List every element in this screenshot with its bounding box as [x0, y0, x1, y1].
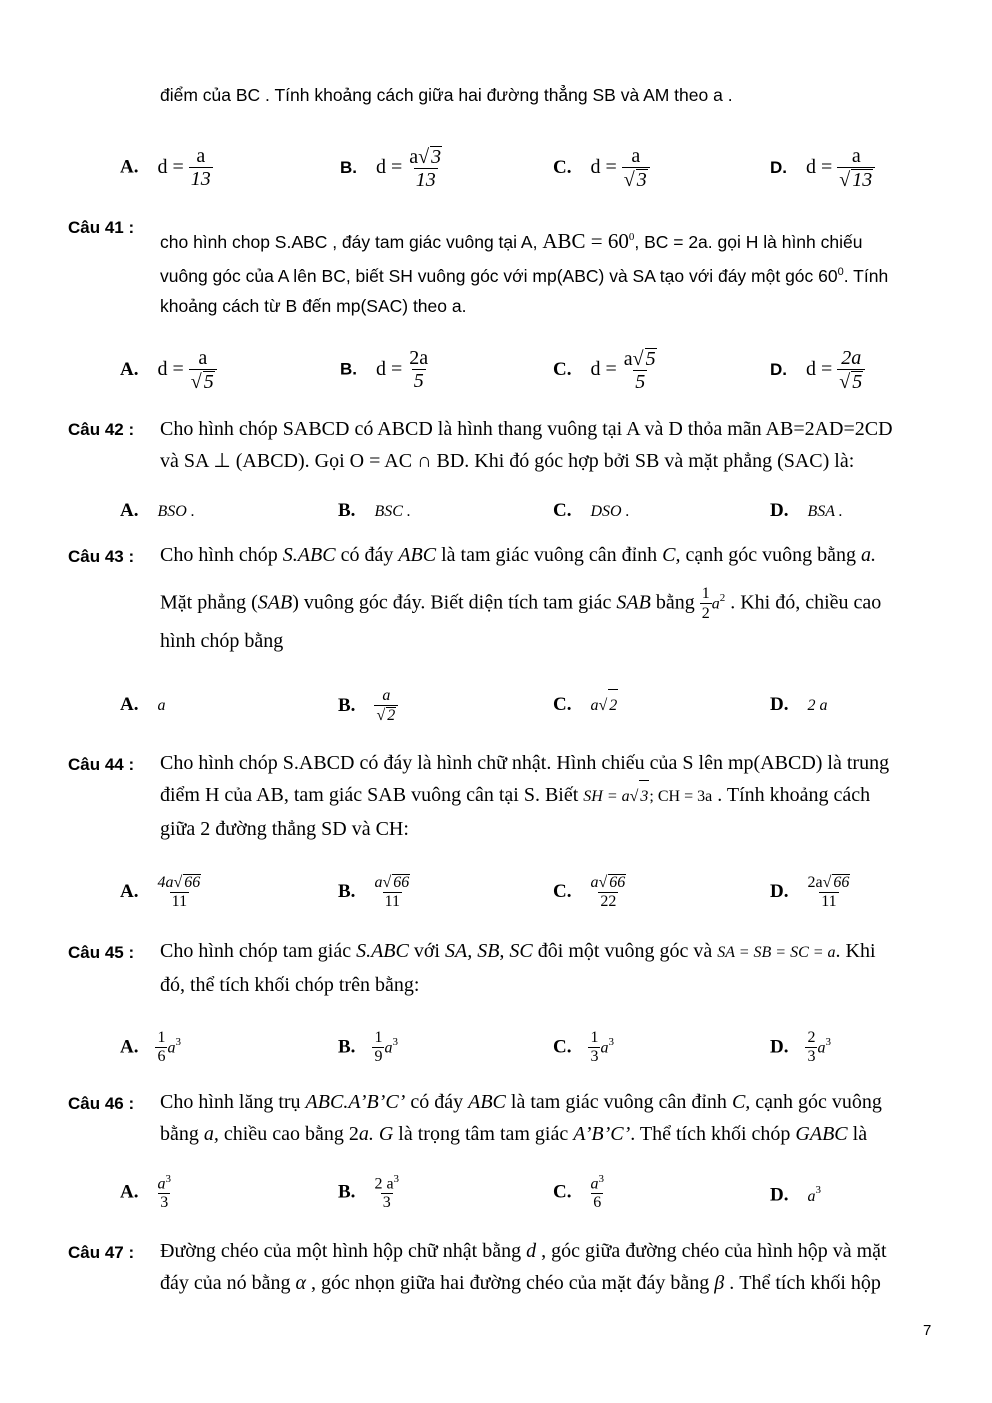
- angle-expr: ABC = $60^0$: [542, 229, 635, 253]
- question-43-text: Cho hình chóp S.ABC có đáy ABC là tam giác vuông cân đỉnh C, cạnh góc vuông bằng a. Mặt phẳng (SAB) vuông góc đáy. Biết diện tích tam giác SAB bằng $\frac{1}{2}$ $a^2$ . Khi đó, chiều cao hình chóp bằng: [160, 544, 882, 652]
- q44-option-b[interactable]: B. $\frac{a√ 66}{11}$: [338, 874, 412, 911]
- q41-option-b[interactable]: B. d = $\frac{2a}{5}$: [340, 347, 429, 392]
- q43-option-c[interactable]: C. a√ 2: [553, 688, 618, 722]
- q45-options: [120, 1014, 980, 1070]
- fraction: $\frac{a}{√ 2}$: [374, 688, 398, 725]
- q44-options: [120, 862, 980, 918]
- fraction: $\frac{a}{√ 3}$: [622, 146, 650, 191]
- q42-options: [120, 494, 980, 526]
- q46-option-d[interactable]: D. $a^3$: [770, 1184, 821, 1206]
- fraction: $\frac{2a}{5}$: [409, 347, 429, 392]
- q41-option-c[interactable]: C. d = $\frac{a√ 5}{5}$: [553, 348, 659, 393]
- fraction: $\frac{a}{√ 5}$: [189, 348, 217, 393]
- question-41-label: Câu 41 :: [68, 218, 135, 237]
- fraction: $\frac{a}{13}$: [190, 145, 211, 190]
- question-42-label: Câu 42 :: [68, 420, 135, 439]
- question-44-label: Câu 44 :: [68, 755, 135, 774]
- q40-option-c[interactable]: C. d = $\frac{a}{√ 3}$: [553, 146, 650, 191]
- q43-option-b[interactable]: B. $\frac{a}{√ 2}$: [338, 688, 398, 725]
- q45-option-c[interactable]: C. $\frac{1}{3}$ $a^3$: [553, 1029, 614, 1066]
- q43-option-a[interactable]: A. a: [120, 694, 166, 715]
- question-44-text: Cho hình chóp S.ABCD có đáy là hình chữ nhật. Hình chiếu của S lên mp(ABCD) là trung điểm H của AB, tam giác SAB vuông cân tại S. Biết SH = a√ 3; CH = 3a . Tính khoảng cách giữa 2 đường thẳng SD và CH:: [160, 752, 890, 840]
- fraction: $\frac{1}{3}$: [590, 1029, 599, 1066]
- q46-option-b[interactable]: B. $\frac{2 a^3}{3}$: [338, 1173, 400, 1212]
- q45-option-a[interactable]: A. $\frac{1}{6}$ $a^3$: [120, 1029, 181, 1066]
- question-41-text: cho hình chop S.ABC , đáy tam giác vuông tại A, ABC = $60^0$, BC = 2a. gọi H là hình chiếu vuông góc của A lên BC, biết SH vuông góc với mp(ABC) và SA tạo với đáy một góc $60^0$. Tính khoảng cách từ B đến mp(SAC) theo a.: [160, 229, 889, 316]
- question-45-text: Cho hình chóp tam giác S.ABC với SA, SB, SC đôi một vuông góc và SA = SB = SC = a. Khi đó, thể tích khối chóp trên bằng:: [160, 940, 876, 996]
- question-42-text: Cho hình chóp SABCD có ABCD là hình thang vuông tại A và D thỏa mãn AB=2AD=2CD và SA ⊥ (ABCD). Gọi O = AC ∩ BD. Khi đó góc hợp bởi SB và mặt phẳng (SAC) là:: [160, 418, 893, 472]
- q42-option-c[interactable]: C. DSO .: [553, 500, 630, 521]
- fraction: $\frac{a}{√ 13}$: [837, 146, 875, 191]
- q40-option-d[interactable]: D. d = $\frac{a}{√ 13}$: [770, 146, 875, 191]
- q42-option-a[interactable]: A. BSO .: [120, 500, 195, 521]
- fraction: $\frac{a√ 66}{22}$: [590, 874, 626, 910]
- fraction: $\frac{a^3}{3}$: [157, 1173, 171, 1212]
- question-46-text: Cho hình lăng trụ ABC.A’B’C’ có đáy ABC là tam giác vuông cân đỉnh C, cạnh góc vuông bằng a, chiều cao bằng 2a. G là trọng tâm tam giác A’B’C’. Thể tích khối chóp GABC là: [160, 1091, 882, 1145]
- page-number: 7: [923, 1322, 932, 1339]
- fraction: $\frac{a√ 3}{13}$: [409, 146, 442, 191]
- q41-option-a[interactable]: A. d = $\frac{a}{√ 5}$: [120, 348, 217, 393]
- question-46-label: Câu 46 :: [68, 1094, 135, 1113]
- question-47-label: Câu 47 :: [68, 1243, 135, 1262]
- fraction: $\frac{2a√ 66}{11}$: [807, 874, 850, 910]
- q41-option-d[interactable]: D. d = $\frac{2a}{√ 5}$: [770, 348, 865, 393]
- q42-option-b[interactable]: B. BSC .: [338, 500, 411, 521]
- q43-options: [120, 678, 980, 730]
- question-43-label: Câu 43 :: [68, 547, 135, 566]
- fraction: $\frac{1}{2}$: [701, 585, 710, 623]
- question-47-text: Đường chéo của một hình hộp chữ nhật bằng d , góc giữa đường chéo của hình hộp và mặt đáy của nó bằng α , góc nhọn giữa hai đường chéo của mặt đáy bằng β . Thể tích khối hộp: [160, 1240, 887, 1294]
- q42-option-d[interactable]: D. BSA .: [770, 500, 843, 521]
- q46-option-a[interactable]: A. $\frac{a^3}{3}$: [120, 1173, 171, 1212]
- fraction: $\frac{2 a^3}{3}$: [374, 1173, 400, 1212]
- q45-option-d[interactable]: D. $\frac{2}{3}$ $a^3$: [770, 1029, 831, 1066]
- q46-option-c[interactable]: C. $\frac{a^3}{6}$: [553, 1173, 604, 1212]
- q43-option-d[interactable]: D. 2 a: [770, 694, 828, 715]
- fraction: $\frac{a√ 5}{5}$: [623, 348, 656, 393]
- q40-option-a[interactable]: A. d = $\frac{a}{13}$: [120, 145, 211, 190]
- fraction: $\frac{4a√ 66}{11}$: [157, 874, 201, 910]
- q44-option-c[interactable]: C. $\frac{a√ 66}{22}$: [553, 874, 628, 911]
- q40-options: [120, 134, 980, 190]
- q46-options: [120, 1162, 980, 1218]
- q40-option-b[interactable]: B. d = $\frac{a√ 3}{13}$: [340, 146, 444, 191]
- q44-option-d[interactable]: D. $\frac{2a√ 66}{11}$: [770, 874, 852, 911]
- fraction: $\frac{1}{9}$: [374, 1029, 383, 1066]
- q44-option-a[interactable]: A. $\frac{4a√ 66}{11}$: [120, 874, 203, 911]
- fraction: $\frac{1}{6}$: [157, 1029, 166, 1066]
- fraction: $\frac{2a}{√ 5}$: [837, 348, 865, 393]
- question-45-label: Câu 45 :: [68, 943, 135, 962]
- fraction: $\frac{a^3}{6}$: [590, 1173, 604, 1212]
- q41-options: [120, 334, 980, 394]
- fraction: $\frac{2}{3}$: [807, 1029, 816, 1066]
- q40-continuation: điểm của BC . Tính khoảng cách giữa hai đường thẳng SB và AM theo a .: [160, 85, 733, 105]
- fraction: $\frac{a√ 66}{11}$: [374, 874, 410, 910]
- q45-option-b[interactable]: B. $\frac{1}{9}$ $a^3$: [338, 1029, 398, 1066]
